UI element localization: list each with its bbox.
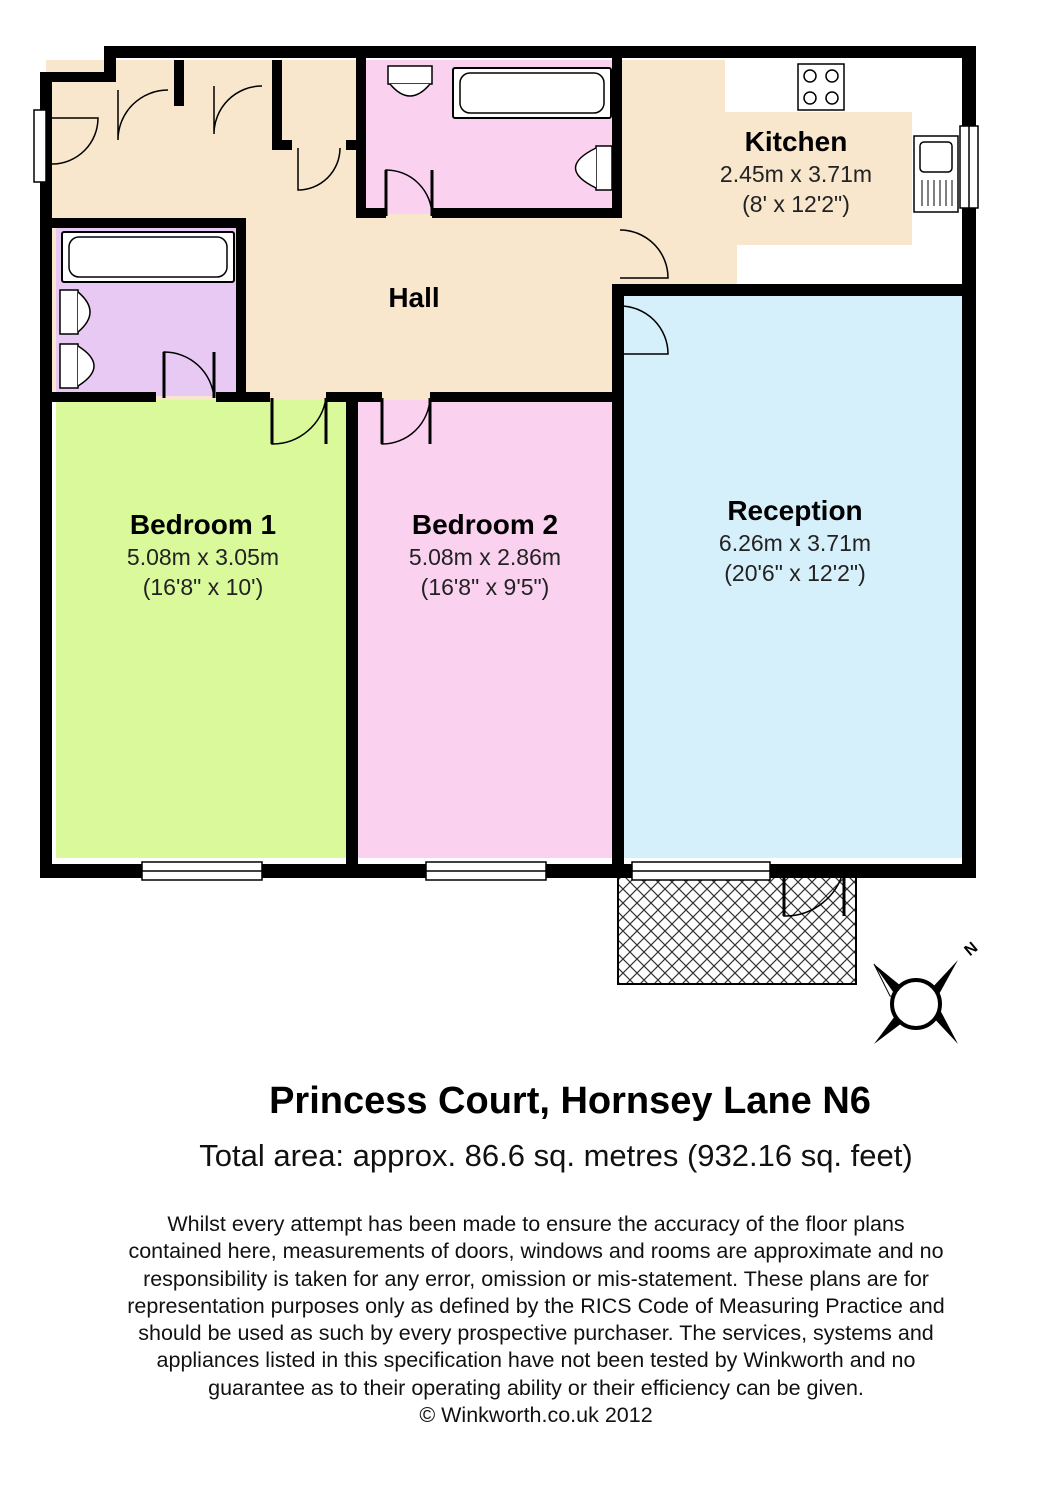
bedroom1-floor	[56, 400, 348, 858]
kitchen-metric: 2.45m x 3.71m	[719, 161, 873, 187]
reception-imperial: (20'6" x 12'2")	[724, 560, 866, 586]
property-title: Princess Court, Hornsey Lane N6	[269, 1080, 871, 1122]
bedroom1-name: Bedroom 1	[129, 509, 277, 540]
reception-metric: 6.26m x 3.71m	[718, 530, 872, 556]
disclaimer-line: responsibility is taken for any error, omission or mis-statement. These plans are for	[143, 1266, 929, 1291]
hob	[798, 64, 844, 110]
disclaimer-line: appliances listed in this specification have not been tested by Winkworth and no	[156, 1348, 916, 1373]
compass-icon	[874, 939, 981, 1044]
kitchen-imperial: (8' x 12'2")	[742, 191, 850, 217]
hall-name: Hall	[388, 282, 440, 313]
disclaimer-line: should be used as such by every prospective purchaser. The services, systems and	[138, 1321, 934, 1346]
disclaimer-line: Whilst every attempt has been made to ensure the accuracy of the floor plans	[167, 1212, 905, 1236]
bedroom2-floor	[352, 400, 614, 858]
copyright: © Winkworth.co.uk 2012	[419, 1403, 653, 1428]
bath-main	[453, 68, 611, 118]
kitchen-sink	[914, 136, 958, 212]
bath-ensuite	[62, 232, 234, 282]
balcony	[618, 868, 856, 984]
kitchen-name: Kitchen	[744, 126, 848, 157]
bedroom1-metric: 5.08m x 3.05m	[126, 544, 280, 570]
disclaimer-line: representation purposes only as defined by the RICS Code of Measuring Practice and	[127, 1293, 945, 1318]
total-area: Total area: approx. 86.6 sq. metres (932.16 sq. feet)	[199, 1138, 913, 1173]
bedroom1-imperial: (16'8" x 10')	[142, 574, 264, 600]
north-label: N	[961, 939, 982, 960]
bedroom2-name: Bedroom 2	[411, 509, 559, 540]
bedroom2-metric: 5.08m x 2.86m	[408, 544, 562, 570]
bedroom2-imperial: (16'8" x 9'5")	[420, 574, 550, 600]
disclaimer-line: guarantee as to their operating ability or their efficiency can be given.	[208, 1375, 864, 1400]
reception-name: Reception	[727, 495, 863, 526]
disclaimer-line: contained here, measurements of doors, windows and rooms are approximate and no	[128, 1239, 944, 1264]
disclaimer	[60, 1211, 1012, 1429]
